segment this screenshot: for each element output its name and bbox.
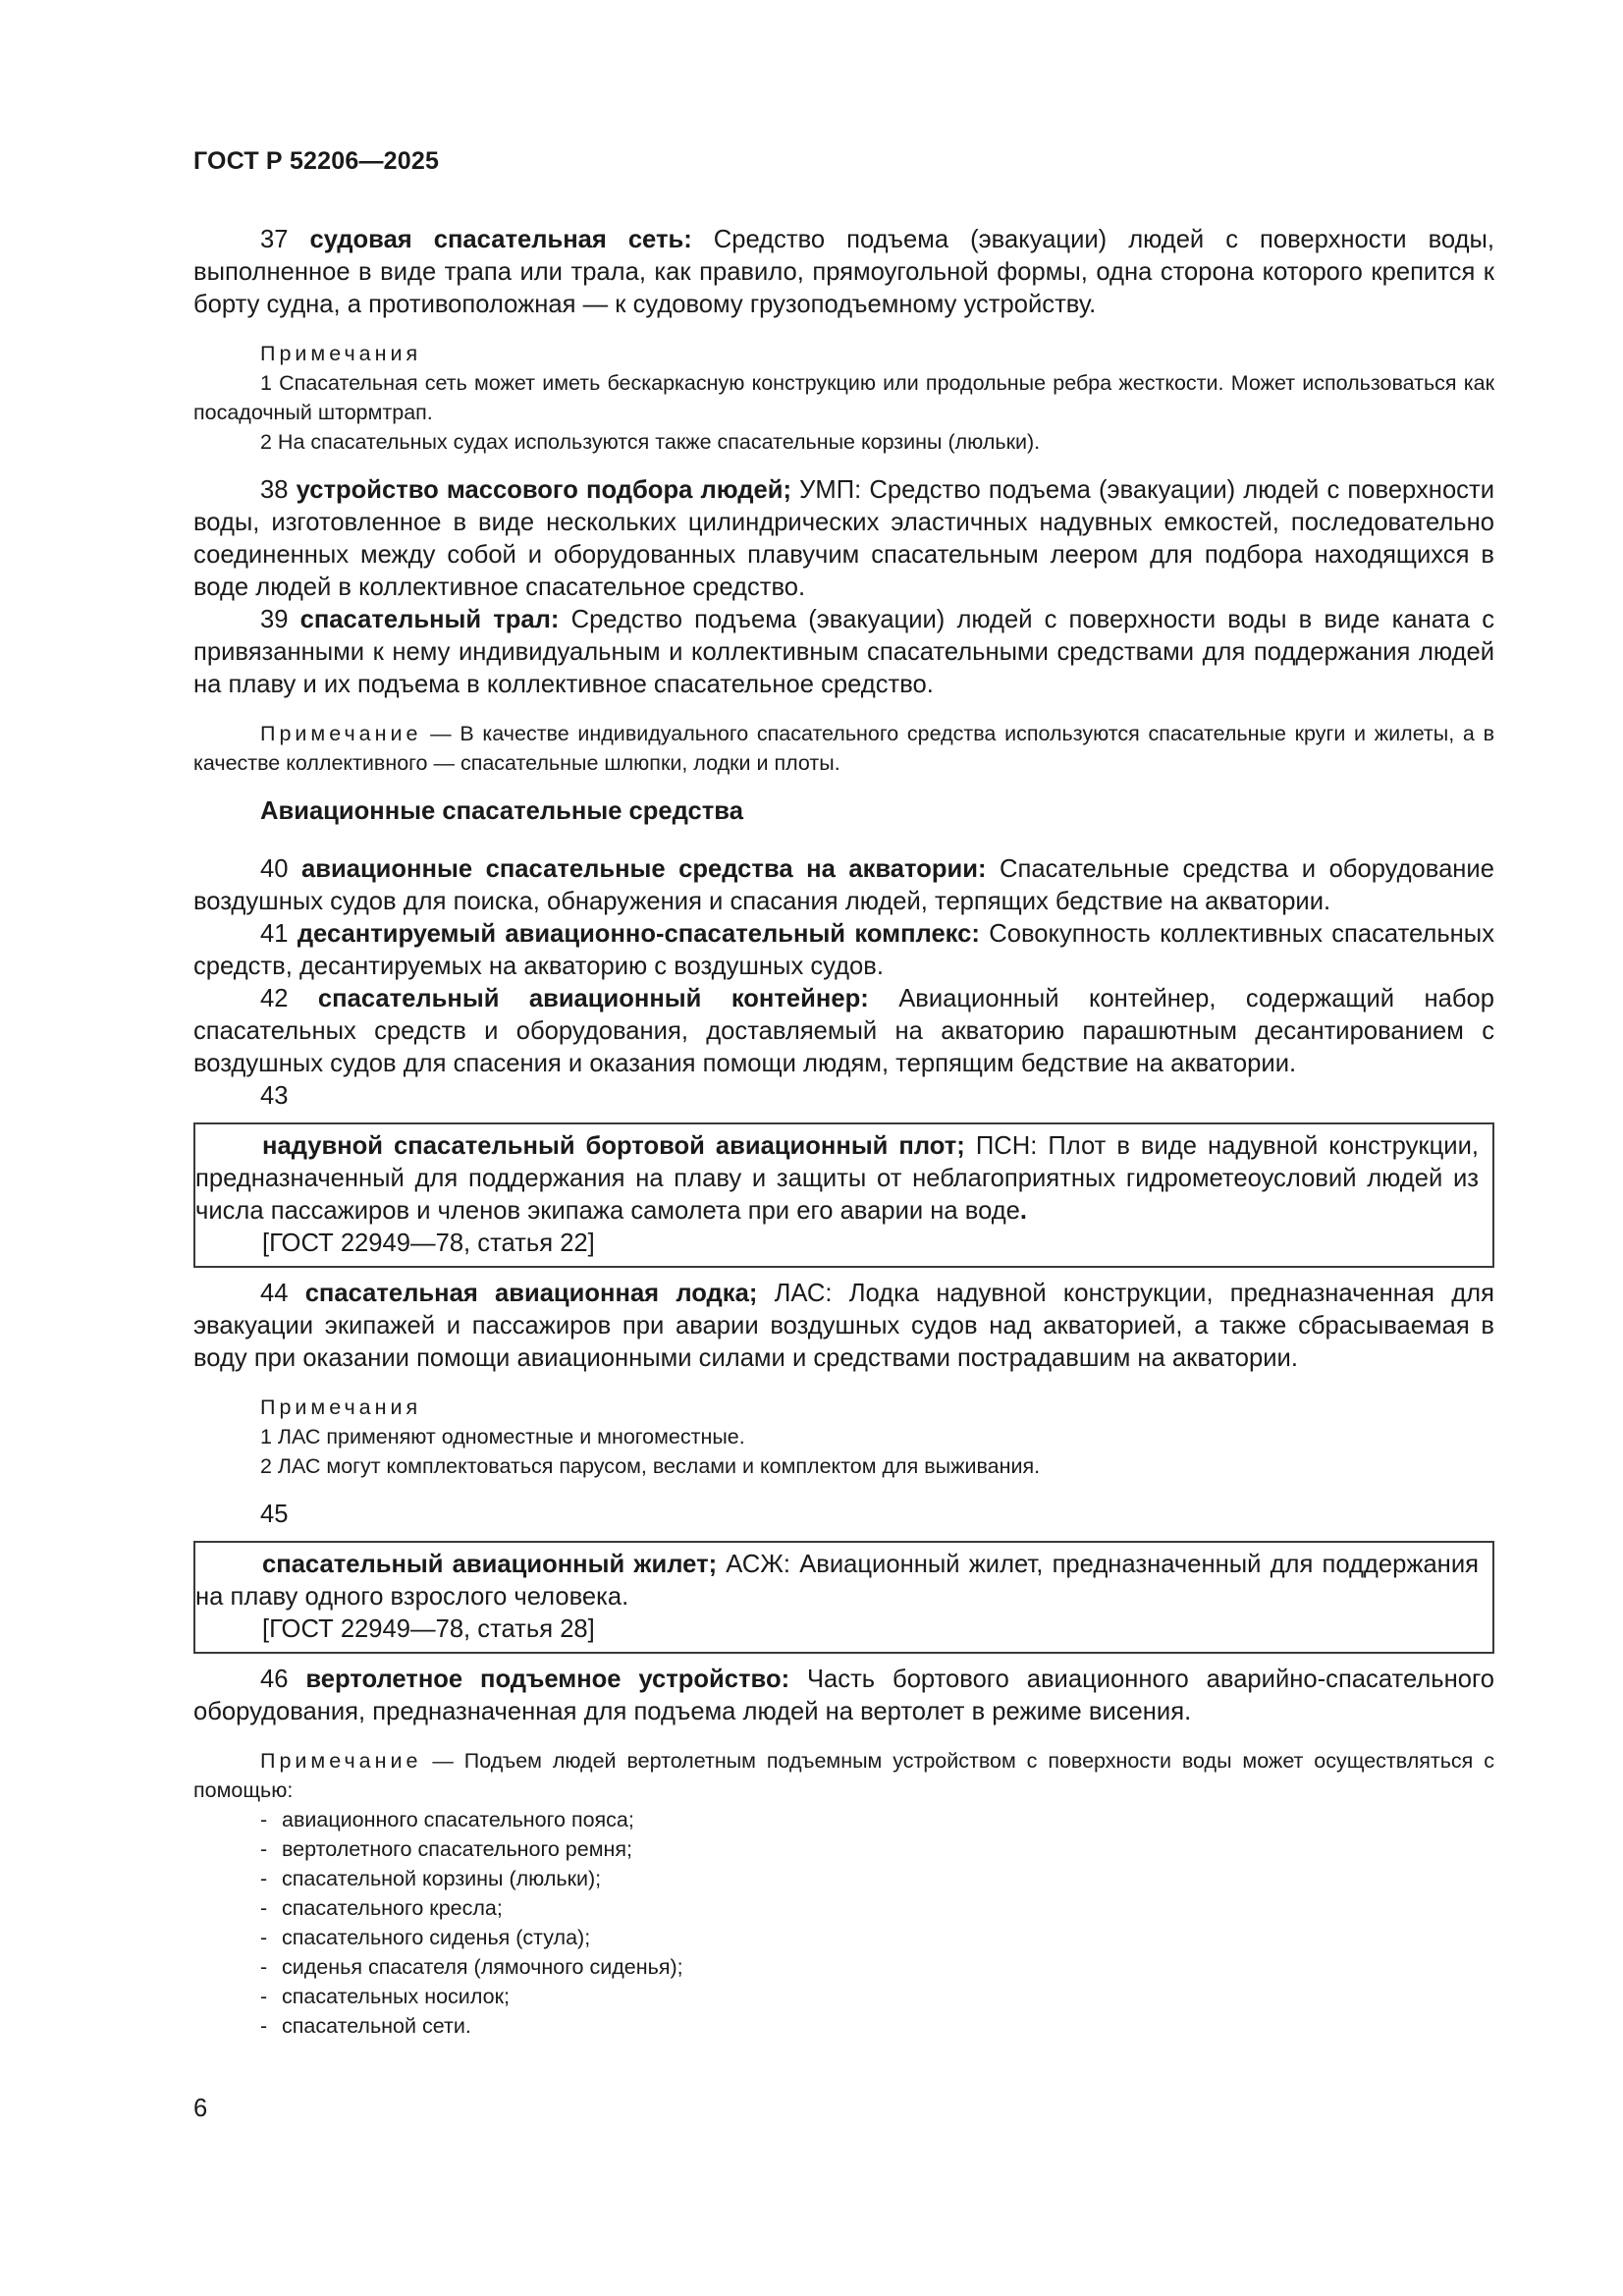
note-item: 2 ЛАС могут комплектоваться парусом, веслами и комплектом для выживания.: [260, 1454, 1041, 1478]
entry-term: надувной спасательный бортовой авиационный плот;: [262, 1132, 965, 1160]
entry-number: 38: [260, 476, 289, 504]
entry-abbreviation: АСЖ:: [726, 1551, 791, 1578]
entry-term: десантируемый авиационно-спасательный комплекс:: [297, 920, 980, 948]
entry-term: судовая спасательная сеть:: [309, 226, 692, 253]
term-entry-43: [195, 1130, 1479, 1228]
note-item: 1 ЛАС применяют одноместные и многоместные.: [260, 1425, 745, 1449]
note-single: [193, 719, 1494, 778]
term-entry-44: [193, 1278, 1494, 1375]
entry-number-45: 45: [260, 1501, 289, 1528]
term-entry-37: [193, 224, 1494, 321]
entry-term: устройство массового подбора людей;: [296, 476, 791, 504]
entry-definition: Авиационный контейнер, содержащий набор спасательных средств и оборудования, доставляемый на акваторию парашютным десантированием с воздушных судов для спасения и оказания помощи людям, терпящим бедствие на акватории.: [193, 985, 1495, 1077]
document-body: [193, 224, 1494, 2041]
entry-definition: Средство подъема (эвакуации) людей с поверхности воды в виде каната с привязанными к нему индивидуальным и коллективным спасательными средствами для поддержания людей на плаву и их подъема в коллективное спасательное средство.: [193, 606, 1494, 698]
entry-number: 40: [260, 855, 289, 883]
section-title: Авиационные спасательные средства: [260, 797, 743, 825]
reference-box-43: [193, 1122, 1494, 1268]
note-single: [193, 1746, 1494, 1805]
entry-end-mark: .: [1019, 1197, 1028, 1225]
term-entry-38: [193, 474, 1494, 604]
term-entry-40: [193, 853, 1494, 918]
entry-definition: Спасательные средства и оборудование воздушных судов для поиска, обнаружения и спасания людей, терпящих бедствие на акватории.: [193, 855, 1494, 915]
note-heading: Примечания: [260, 1395, 422, 1419]
entry-number: 41: [260, 920, 289, 948]
list-item: - авиационного спасательного пояса;: [260, 1808, 634, 1831]
list-item: - сиденья спасателя (лямочного сиденья);: [260, 1955, 683, 1979]
entry-abbreviation: УМП:: [799, 476, 862, 504]
entry-number: 42: [260, 985, 289, 1012]
list-item: - спасательной сети.: [260, 2014, 471, 2038]
list-item: - спасательного кресла;: [260, 1896, 503, 1920]
entry-abbreviation: ПСН:: [975, 1132, 1038, 1160]
entry-number: 44: [260, 1280, 289, 1307]
entry-definition: Лодка надувной конструкции, предназначенная для эвакуации экипажей и пассажиров при аварии воздушных судов над акваторией, а также сбрасываемая в воду при оказании помощи авиационными силами и средствами пострадавшим на акватории.: [193, 1280, 1494, 1372]
entry-term: вертолетное подъемное устройство:: [305, 1666, 790, 1693]
entry-term: спасательный авиационный жилет;: [262, 1551, 718, 1578]
list-item: - спасательных носилок;: [260, 1985, 510, 2008]
term-entry-45: [195, 1549, 1479, 1613]
note-item: 1 Спасательная сеть может иметь бескаркасную конструкцию или продольные ребра жесткости. Может использоваться как посадочный штормтрап.: [193, 371, 1494, 424]
note-heading: Примечание: [260, 722, 422, 745]
document-header: ГОСТ Р 52206—2025: [193, 147, 440, 175]
entry-number-43: 43: [260, 1082, 289, 1110]
term-entry-46: [193, 1664, 1494, 1728]
entry-term: авиационные спасательные средства на акватории:: [301, 855, 987, 883]
entry-term: спасательная авиационная лодка;: [304, 1280, 758, 1307]
note-heading: Примечания: [260, 342, 422, 365]
entry-number: 39: [260, 606, 289, 633]
note-text: — В качестве индивидуального спасательного средства используются спасательные круги и жилеты, а в качестве коллективного — спасательные шлюпки, лодки и плоты.: [193, 722, 1494, 775]
note-list: [193, 1805, 1494, 2041]
entry-number: 37: [260, 226, 289, 253]
list-item: - спасательного сиденья (стула);: [260, 1926, 591, 1949]
entry-abbreviation: ЛАС:: [774, 1280, 833, 1307]
entry-term: спасательный трал:: [299, 606, 560, 633]
entry-definition: Плот в виде надувной конструкции, предназначенный для поддержания на плаву и защиты от неблагоприятных гидрометеоусловий людей из числа пассажиров и членов экипажа самолета при его аварии на воде: [195, 1132, 1479, 1225]
source-reference: [ГОСТ 22949—78, статья 22]: [262, 1230, 595, 1257]
entry-definition: Часть бортового авиационного аварийно-спасательного оборудования, предназначенная для подъема людей на вертолет в режиме висения.: [193, 1666, 1494, 1725]
entry-term: спасательный авиационный контейнер:: [317, 985, 869, 1012]
reference-box-45: [193, 1541, 1494, 1654]
term-entry-42: [193, 983, 1494, 1080]
note-text: — Подъем людей вертолетным подъемным устройством с поверхности воды может осуществляться с помощью:: [193, 1749, 1494, 1802]
entry-definition: Совокупность коллективных спасательных средств, десантируемых на акваторию с воздушных судов.: [193, 920, 1494, 980]
entry-number: 46: [260, 1666, 289, 1693]
note-heading: Примечание: [260, 1749, 422, 1773]
list-item: - вертолетного спасательного ремня;: [260, 1837, 632, 1861]
entry-definition: Авиационный жилет, предназначенный для поддержания на плаву одного взрослого человека.: [195, 1551, 1479, 1611]
page-number: 6: [193, 2095, 208, 2122]
source-reference: [ГОСТ 22949—78, статья 28]: [262, 1615, 595, 1643]
term-entry-39: [193, 604, 1494, 701]
note-item: 2 На спасательных судах используются также спасательные корзины (люльки).: [260, 430, 1041, 454]
entry-definition: Средство подъема (эвакуации) людей с поверхности воды, изготовленное в виде нескольких цилиндрических эластичных надувных емкостей, последовательно соединенных между собой и оборудованных плавучим спасательным леером для подбора находящихся в воде людей в коллективное спасательное средство.: [193, 476, 1494, 601]
entry-definition: Средство подъема (эвакуации) людей с поверхности воды, выполненное в виде трапа или трала, как правило, прямоугольной формы, одна сторона которого крепится к борту судна, а противоположная — к судовому грузоподъемному устройству.: [193, 226, 1494, 318]
list-item: - спасательной корзины (люльки);: [260, 1867, 602, 1890]
term-entry-41: [193, 918, 1494, 983]
